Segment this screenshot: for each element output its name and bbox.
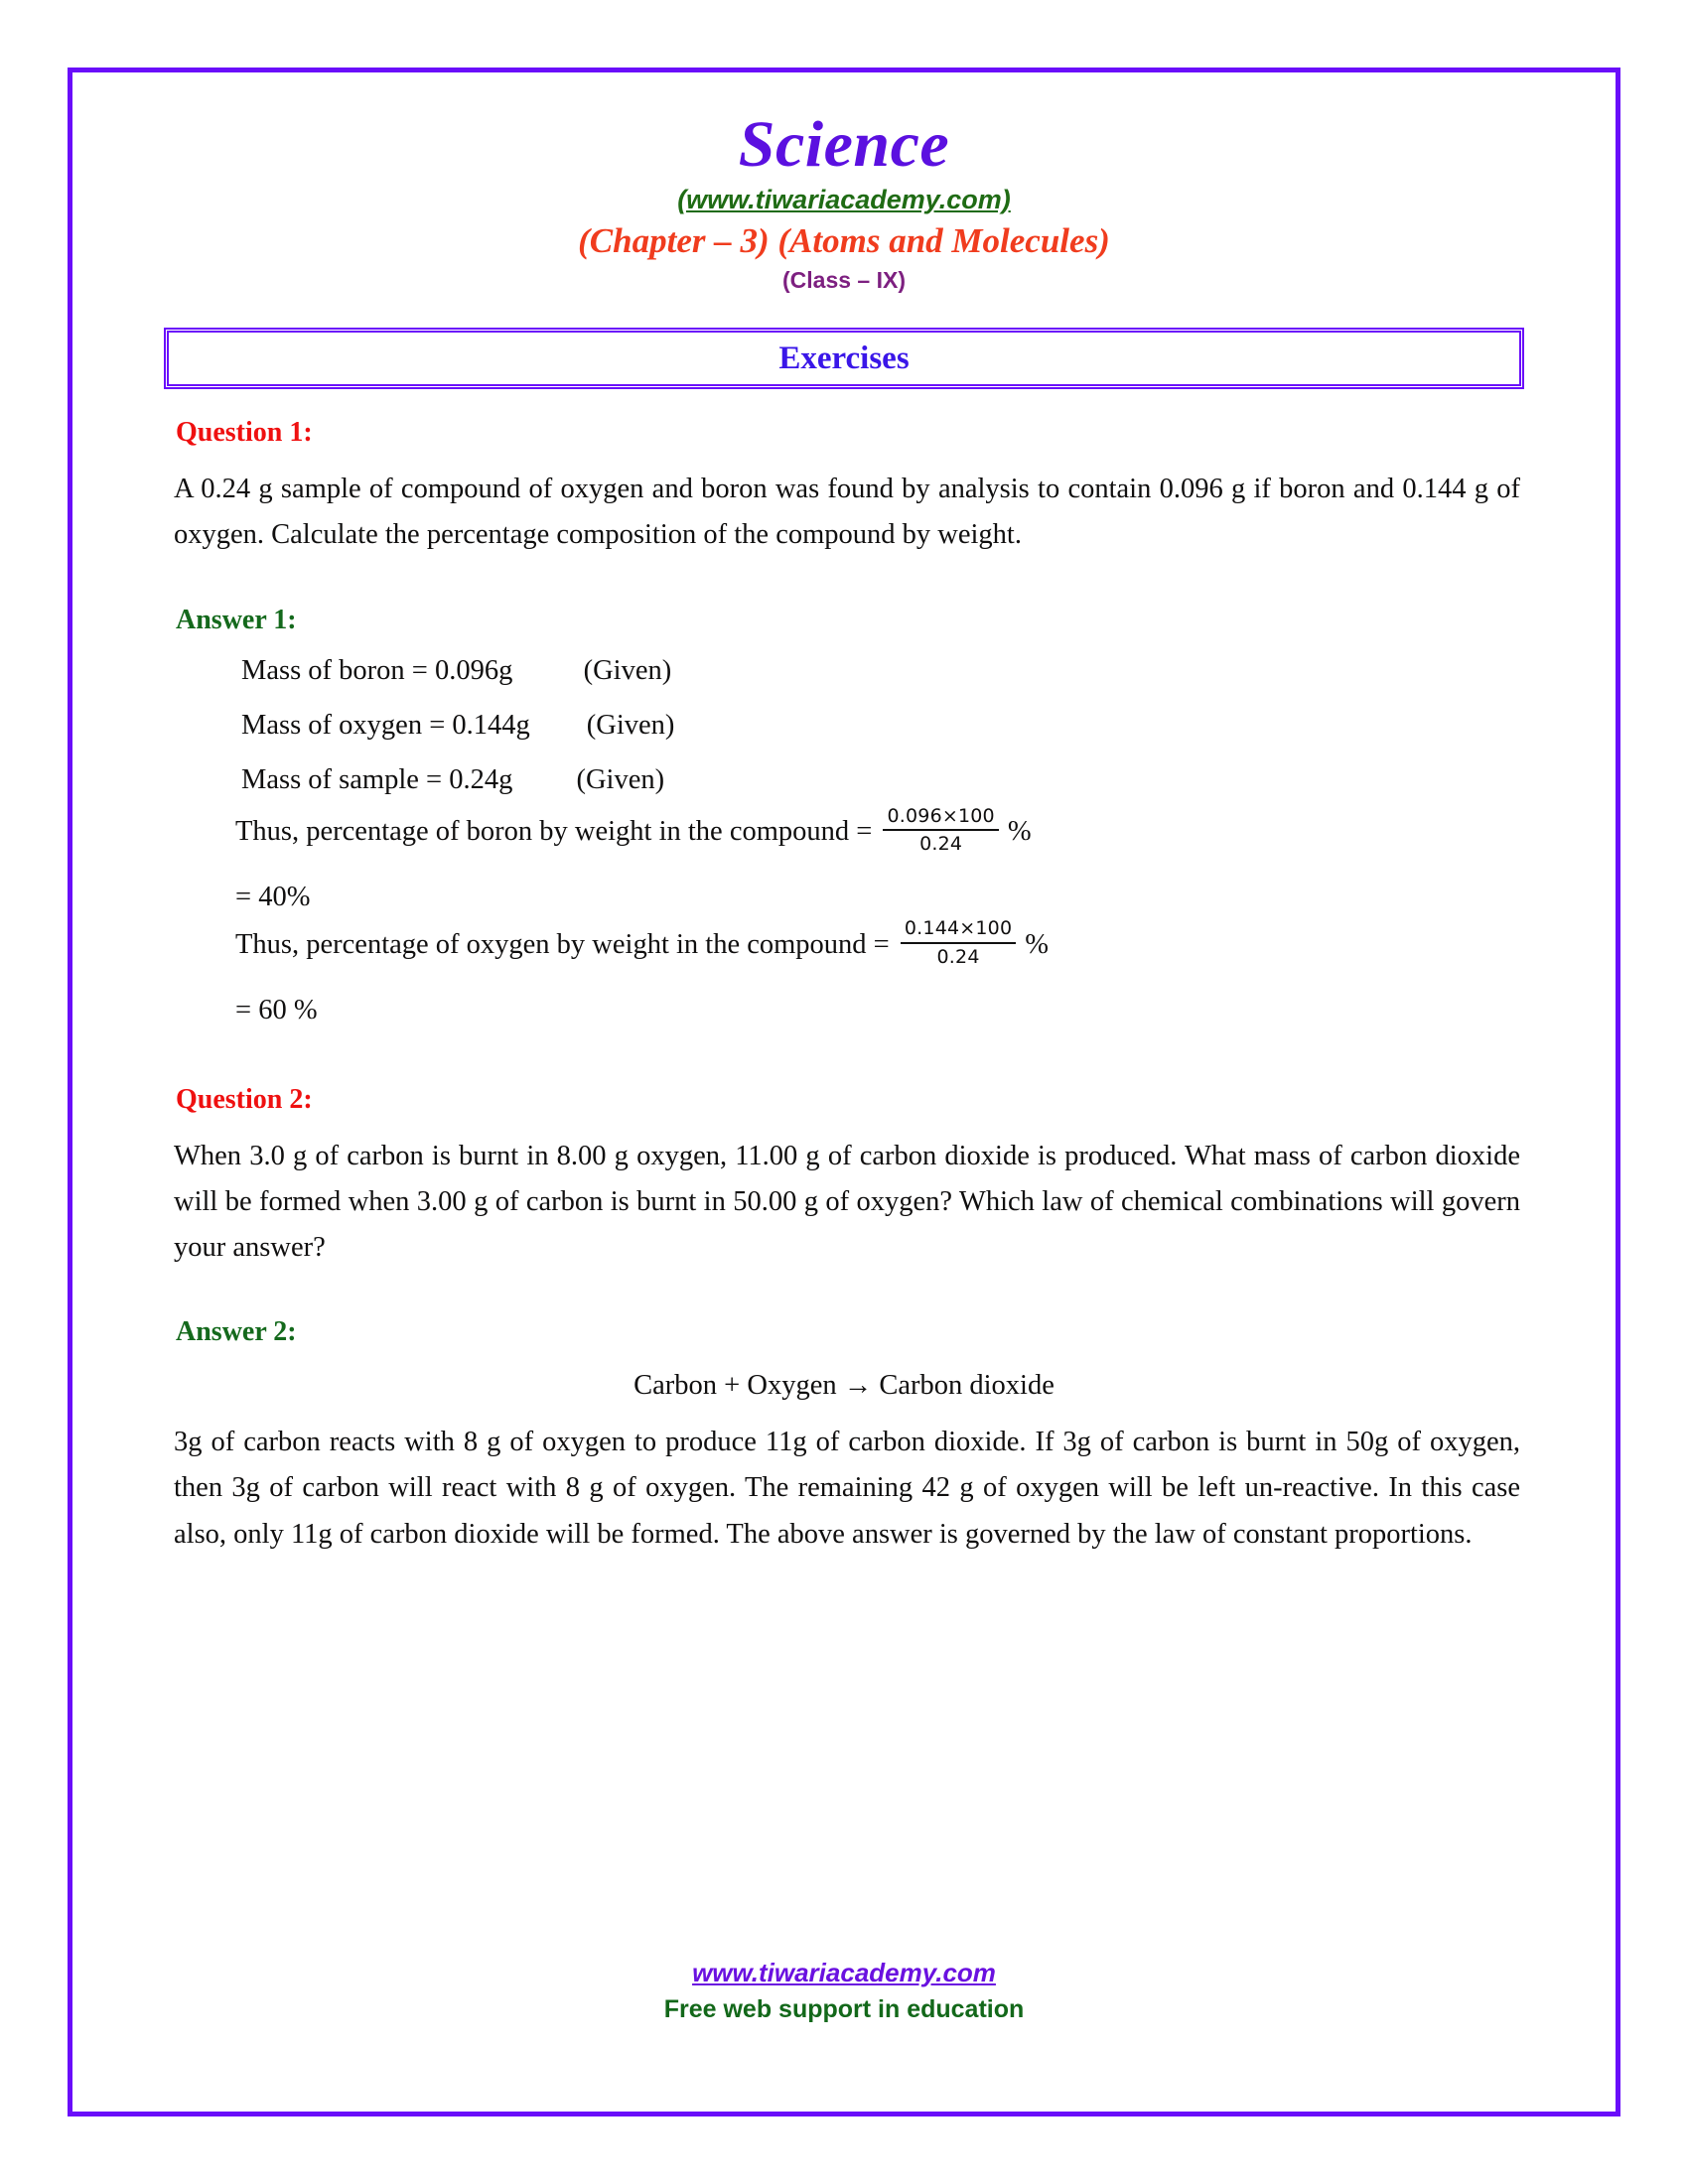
page-title: Science xyxy=(738,108,950,181)
answer-1-label: Answer 1: xyxy=(176,604,297,635)
boron-fraction xyxy=(883,805,998,857)
exercises-banner xyxy=(164,328,1524,389)
exercises-banner-label: Exercises xyxy=(778,340,910,376)
boron-percent-sign: % xyxy=(1007,816,1032,848)
oxygen-equation-lead: Thus, percentage of oxygen by weight in the compound = xyxy=(235,928,897,960)
oxygen-fraction xyxy=(901,917,1016,969)
question-1-text: A 0.24 g sample of compound of oxygen and boron was found by analysis to contain 0.096 g if boron and 0.144 g of oxygen. Calculate the percentage composition of the compound by weight. xyxy=(174,474,1520,551)
question-2-text: When 3.0 g of carbon is burnt in 8.00 g oxygen, 11.00 g of carbon dioxide is produced. What mass of carbon dioxide will be formed when 3.00 g of carbon is burnt in 50.00 g of oxygen? Which law of chemical combinations will govern your answer? xyxy=(174,1140,1520,1264)
given-line-oxygen: Mass of oxygen = 0.144g (Given) xyxy=(241,709,675,741)
oxygen-percent-sign: % xyxy=(1025,928,1050,960)
oxygen-fraction-denominator: 0.24 xyxy=(936,945,980,968)
footer-tagline: Free web support in education xyxy=(663,1995,1025,2023)
page-content xyxy=(72,72,1616,2112)
header-site-link[interactable]: (www.tiwariacademy.com) xyxy=(677,185,1011,215)
oxygen-fraction-numerator: 0.144×100 xyxy=(901,917,1016,944)
boron-percentage-equation xyxy=(235,804,1524,859)
page-footer xyxy=(72,1958,1616,2024)
given-line-sample: Mass of sample = 0.24g (Given) xyxy=(241,764,665,796)
boron-fraction-numerator: 0.096×100 xyxy=(883,805,998,832)
boron-percentage-result: = 40% xyxy=(235,882,311,913)
page-border-frame xyxy=(68,68,1620,2116)
question-2-label: Question 2: xyxy=(176,1083,313,1115)
footer-site-link[interactable]: www.tiwariacademy.com xyxy=(692,1958,996,1987)
boron-equation-lead: Thus, percentage of boron by weight in the compound = xyxy=(235,816,880,848)
oxygen-percentage-result: = 60 % xyxy=(235,994,318,1025)
question-1-label: Question 1: xyxy=(176,417,313,449)
given-line-boron: Mass of boron = 0.096g (Given) xyxy=(241,654,672,686)
chapter-subtitle: (Chapter – 3) (Atoms and Molecules) xyxy=(578,221,1110,261)
class-label: (Class – IX) xyxy=(782,267,906,294)
answer-2-label: Answer 2: xyxy=(176,1316,297,1348)
answer-2-text: 3g of carbon reacts with 8 g of oxygen to produce 11g of carbon dioxide. If 3g of carbon is burnt in 50g of oxygen, then 3g of carbon will react with 8 g of oxygen. The remaining 42 g of oxygen will be left un-reactive. In this case also, only 11g of carbon dioxide will be formed. The above answer is governed by the law of constant proportions. xyxy=(174,1427,1520,1550)
reaction-equation: Carbon + Oxygen → Carbon dioxide xyxy=(633,1370,1055,1402)
boron-fraction-denominator: 0.24 xyxy=(919,833,963,856)
oxygen-percentage-equation xyxy=(235,919,1524,971)
